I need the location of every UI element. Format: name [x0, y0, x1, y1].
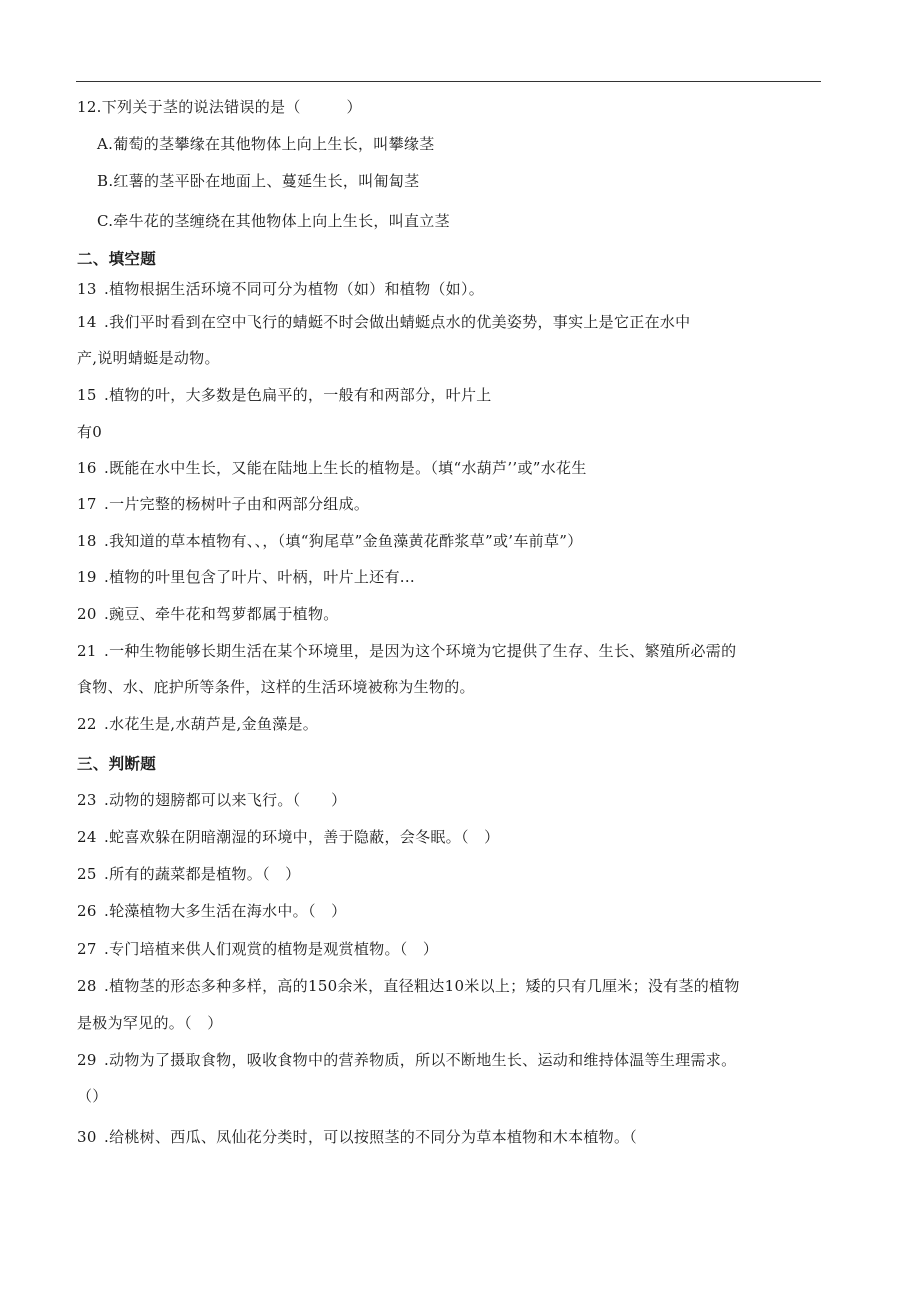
question-text: .我们平时看到在空中飞行的蜻蜓不时会做出蜻蜓点水的优美姿势，事实上是它正在水中: [104, 313, 691, 331]
question-number: 19: [77, 568, 97, 586]
question-number: 24: [77, 828, 97, 846]
question-number: 28: [77, 977, 97, 995]
question-text: .植物根据生活环境不同可分为植物（如）和植物（如）。: [104, 280, 485, 298]
question-text: .专门培植来供人们观赏的植物是观赏植物。（ ）: [104, 940, 439, 958]
question-number: 27: [77, 940, 97, 958]
question-21-continued: 食物、水、庇护所等条件，这样的生活环境被称为生物的。: [77, 678, 475, 696]
question-28: [77, 976, 740, 996]
question-number: 26: [77, 902, 97, 920]
question-number: 20: [77, 605, 97, 623]
question-number: 29: [77, 1051, 97, 1069]
question-text: .植物的叶，大多数是色扁平的，一般有和两部分，叶片上: [104, 386, 492, 404]
question-number: 30: [77, 1128, 97, 1146]
section-title-fill-in: 二、填空题: [77, 250, 157, 268]
question-text: .蛇喜欢躲在阴暗潮湿的环境中，善于隐蔽，会冬眠。（ ）: [104, 828, 500, 846]
question-text: .既能在水中生长，又能在陆地上生长的植物是。（填“水葫芦’’或”水花生: [104, 459, 587, 477]
question-number: 13: [77, 280, 97, 298]
question-29: [77, 1050, 736, 1070]
question-number: 25: [77, 865, 97, 883]
question-16: [77, 458, 587, 478]
question-text: .植物茎的形态多种多样，高的150余米，直径粗达10米以上；矮的只有几厘米；没有茎的植物: [104, 977, 740, 995]
question-text: .我知道的草本植物有、、，（填“狗尾草”金鱼藻黄花酢浆草”或’车前草”）: [104, 532, 583, 550]
question-number: 18: [77, 532, 97, 550]
question-text: .轮藻植物大多生活在海水中。（ ）: [104, 902, 347, 920]
question-14: [77, 312, 690, 332]
question-number: 16: [77, 459, 97, 477]
question-12-stem: 12.下列关于茎的说法错误的是（ ）: [77, 98, 362, 116]
question-number: 21: [77, 642, 97, 660]
question-25: [77, 864, 300, 884]
question-text: .给桃树、西瓜、凤仙花分类时，可以按照茎的不同分为草本植物和木本植物。（: [104, 1128, 638, 1146]
question-text: .豌豆、牵牛花和驾萝都属于植物。: [104, 605, 339, 623]
question-30: [77, 1127, 637, 1147]
question-28-continued: 是极为罕见的。（ ）: [77, 1014, 223, 1032]
question-23: [77, 790, 346, 810]
question-20: [77, 604, 339, 624]
question-text: .一片完整的杨树叶子由和两部分组成。: [104, 495, 370, 513]
question-29-continued: （）: [77, 1087, 108, 1105]
question-26: [77, 901, 346, 921]
question-text: .所有的蔬菜都是植物。（ ）: [104, 865, 301, 883]
question-text: .动物为了摄取食物，吸收食物中的营养物质，所以不断地生长、运动和维持体温等生理需求。: [104, 1051, 737, 1069]
question-27: [77, 939, 438, 959]
question-number: 22: [77, 715, 97, 733]
question-number: 17: [77, 495, 97, 513]
question-text: .动物的翅膀都可以来飞行。（ ）: [104, 791, 347, 809]
question-number: 14: [77, 313, 97, 331]
question-15: [77, 385, 492, 405]
question-text: .植物的叶里包含了叶片、叶柄，叶片上还有...: [104, 568, 415, 586]
question-text: .水花生是,水葫芦是,金鱼藻是。: [104, 715, 319, 733]
question-12-option-a: A.葡萄的茎攀缘在其他物体上向上生长，叫攀缘茎: [97, 135, 435, 153]
question-19: [77, 567, 415, 587]
question-18: [77, 531, 583, 551]
question-12-option-c: C.牵牛花的茎缠绕在其他物体上向上生长，叫直立茎: [97, 212, 450, 230]
question-14-continued: 产,说明蜻蜓是动物。: [77, 349, 220, 367]
header-rule: [76, 81, 821, 82]
question-number: 15: [77, 386, 97, 404]
question-21: [77, 641, 736, 661]
question-24: [77, 827, 499, 847]
question-17: [77, 494, 369, 514]
question-15-continued: 有0: [77, 423, 103, 441]
question-13: [77, 279, 484, 299]
section-title-true-false: 三、判断题: [77, 755, 157, 773]
question-number: 23: [77, 791, 97, 809]
question-text: .一种生物能够长期生活在某个环境里，是因为这个环境为它提供了生存、生长、繁殖所必需的: [104, 642, 737, 660]
question-22: [77, 714, 318, 734]
question-12-option-b: B.红薯的茎平卧在地面上、蔓延生长，叫匍匐茎: [97, 172, 420, 190]
